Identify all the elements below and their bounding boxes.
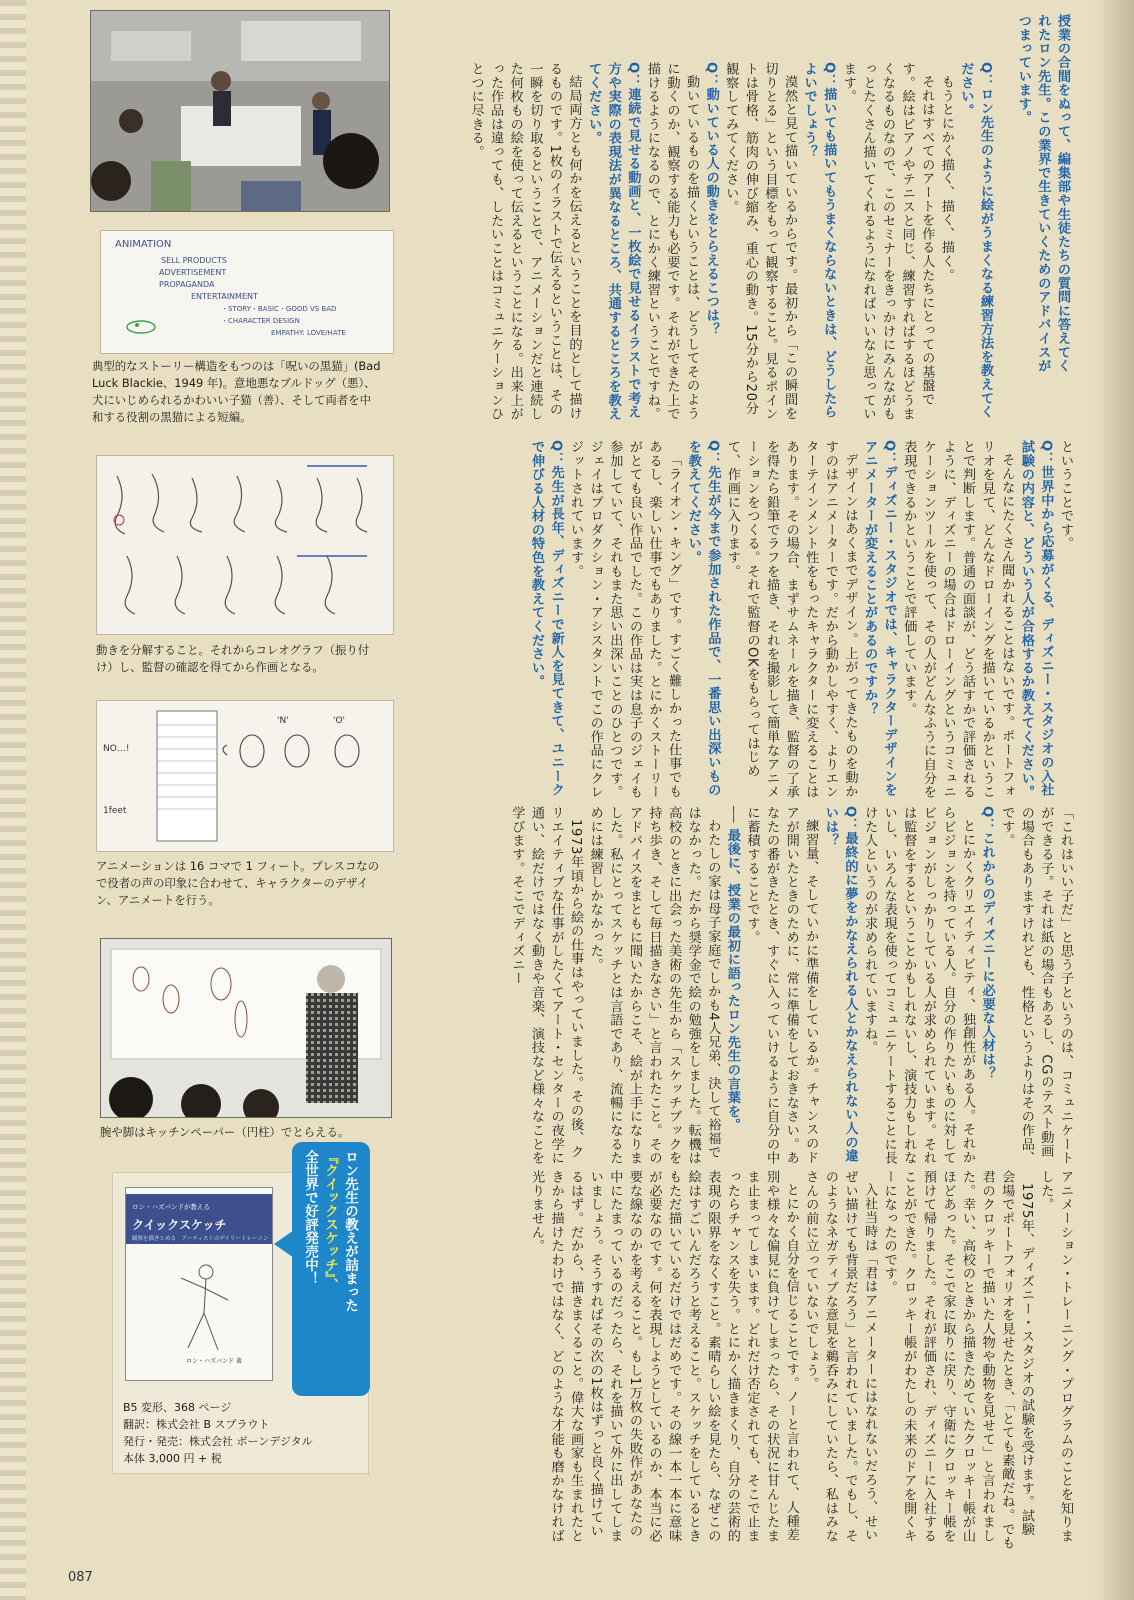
question-text: Q：動いている人の動きをとらえるこつは？ xyxy=(703,62,719,337)
book-specs: B5 変形、368 ページ 翻訳：株式会社 B スプラウト 発行・発売：株式会社 ボーンデジタル 本体 3,000 円 + 税 xyxy=(123,1401,313,1465)
sketch-label: 'O' xyxy=(333,716,346,726)
answer-text: もうとにかく描く、描く、描く。 xyxy=(938,75,954,283)
question-text: Q：連続で見せる動画と、一枚絵で見せるイラストで考え方や実際の表現法が異なるところ、共通するところを教えてください。 xyxy=(586,62,641,421)
callout-tail xyxy=(274,1230,294,1258)
caption-teacher-photo: 腕や脚はキッチンペーパー（円柱）でとらえる。 xyxy=(100,1125,350,1139)
article-column-4 xyxy=(395,1170,1075,1550)
exposure-sheet-sketch xyxy=(96,700,394,852)
question-text: Q：描いても描いてもうまくならないときは、どうしたらよいでしょう？ xyxy=(801,62,837,419)
question-text: ── 最後に、授業の最初に語ったロン先生の言葉を。 xyxy=(724,806,740,1132)
book-title: クイックスケッチ xyxy=(132,1218,227,1232)
classroom-photo xyxy=(90,10,390,212)
question-text: Q：最終的に夢をかなえられる人とかなえられない人の違いは？ xyxy=(822,806,858,1163)
whiteboard-line: PROPAGANDA xyxy=(159,280,215,289)
book-subtitle: 観察を描きとめる アーティストのデイリートレーニング xyxy=(132,1236,269,1250)
page-curl-shadow xyxy=(1094,0,1134,1600)
whiteboard-photo xyxy=(100,230,394,354)
answer-text: デザインはあくまでデザイン。上がってきたものを動かすのはアニメーターです。だから動かしやすく、よりエンターテインメント性をもったキャラクターに変えることはあります。その場合、まずサムネールを描き、監督の了承を得たら鉛筆でラフを描き、それを撮影して簡単なアニメーションをつくる。それで監督のOKをもらってはじめて、作画に入ります。 xyxy=(724,440,858,799)
caption-exposure-sheet: アニメーションは 16 コマで 1 フィート。プレスコなので役者の声の印象に合わせて、キャラクターのデザイン、アニメートを行う。 xyxy=(96,859,380,907)
book-author: ロン・ハズバンド 著 xyxy=(186,1358,242,1365)
sketch-label: 1feet xyxy=(103,806,127,816)
sketch-label: 'N' xyxy=(277,716,289,726)
caption-whiteboard: 典型的なストーリー構造をもつのは「呪いの黒猫」(Bad Luck Blackie、1949 年)。意地悪なブルドッグ（悪）、犬にいじめられるかわいい子猫（善）、そして両者を中和する役割の黒猫による短編。 xyxy=(92,359,381,424)
answer-text: アニメーション・トレーニング・プログラムのことを知りました。 xyxy=(1038,1170,1073,1543)
question-text: Q：世界中から応募がくる、ディズニー・スタジオの入社試験の内容と、どういう人が合格するか教えてください。 xyxy=(1018,440,1054,799)
answer-text: 練習量、そしていかに準備をしているか。チャンスのドアが開いたときのために、常に準備をしておきなさい。あなたの番がきたとき、すぐに入っていけるように自分の中に蓄積することです。 xyxy=(744,806,819,1165)
whiteboard-line: ・CHARACTER DESIGN xyxy=(221,317,300,325)
page-number: 087 xyxy=(68,1570,93,1585)
book-pre-title: ロン・ハズバンドが教える xyxy=(132,1203,210,1211)
answer-text: 漠然と見て描いているからです。最初から「この瞬間を切りとる」という目標をもって観察すること。見るポイントは骨格、筋肉の伸び縮み、重心の動き。15分から20分観察してみてください。 xyxy=(723,62,798,421)
caption-leg-sketch: 動きを分解すること。それからコレオグラフ（振り付け）し、監督の確認を得てから作画となる。 xyxy=(96,643,370,674)
figure-sketch-icon xyxy=(166,1258,246,1358)
answer-text: とにかく自分を信じることです。ノーと言われて、人種差別や様々な偏見に負けてしまったら、その状況に甘んじたまま止まってしまいます。どれだけ否定されても、そこで止まったらチャンスを失う。とにかく描きまくり、自分の芸術的表現の限界をなくすこと。素晴らしい絵を見たら、なぜこの絵はすごいんだろうと考えること。スケッチをしているときもただ描いているだけではだめです。その線一本一本に意味が必要なのです。何を表現しようとしているのか、本当に必要な線なのかを考えること。もし1万枚の失敗作があなたの中にたまっているのだったら、それを描いて外に出してしまいましょう。そうすればその次の1枚はずっと良く描けているはず。だから、描きまくること。偉大な画家も生まれたときから描けたわけではなく、どのような才能も磨かなければ光りません。 xyxy=(528,1170,799,1543)
question-text: Q：ディズニー・スタジオでは、キャラクターデザインをアニメーターが変えることがあるのですか？ xyxy=(862,440,897,797)
binding-edge xyxy=(0,0,26,1600)
answer-text: ということです。 xyxy=(1058,440,1073,551)
whiteboard-line: ADVERTISEMENT xyxy=(159,268,227,277)
answer-text: 「これはいい子だ」と思う子というのは、コミュニケートができる子。それは紙の場合もあるし、CGのテスト動画の場合もありますけれども、性格というよりはその作品、です。 xyxy=(999,806,1073,1165)
article-column-3 xyxy=(395,806,1075,1171)
callout-text: ロン先生の教えが詰まった 『クイックスケッチ』、 全世界で好評発売中！ xyxy=(302,1150,358,1312)
leg-motion-sketch xyxy=(96,455,394,635)
question-text: Q：先生が長年、ディズニーで新人を見てきて、ユニークで伸びる人材の特色を教えてください。 xyxy=(528,440,564,797)
answer-text: 「ライオン・キング」です。すごく難しかった仕事でもあるし、楽しい仕事でもありました。とにかくストーリーがとても良い作品でした。この作品は実は息子のジェイも参加していて、それもまた思い出深いことのひとつです。ジェイはプロダクション・アシスタントでこの作品にクレジットされています。 xyxy=(568,440,682,799)
question-text: Q：ロン先生のように絵がうまくなる練習方法を教えてください。 xyxy=(958,62,993,419)
question-text: Q：これからのディズニーに必要な人材は？ xyxy=(979,806,995,1081)
sketch-label: NO…! xyxy=(103,744,130,754)
answer-text: 1973年頃から絵の仕事はやっていました。その後、クリエイティブな仕事がしたくてアート・センターの夜学に通い、絵だけではなく動きや音楽、演技など様々なことを学びます。そこでディズニー xyxy=(509,806,584,1165)
whiteboard-line: ENTERTAINMENT xyxy=(191,292,258,301)
article-column-2 xyxy=(395,440,1075,800)
whiteboard-line: SELL PRODUCTS xyxy=(161,256,227,265)
answer-text: そんなにたくさん聞かれることはないです。ポートフォリオを見て、どんなドローイングを描いているかということで判断します。普通の面談が、どう話すかで評価されるように、ディズニーの場合はドローイングというコミュニケーションツールを使って、その人がどんなふうに自分を表現できるかということで評価しています。 xyxy=(901,440,1015,799)
whiteboard-line: ANIMATION xyxy=(115,239,172,250)
answer-text: 入社当時は「君はアニメーターにはなれないだろう、せいぜい描けても背景だろう」と言われていました。でもし、そのようなネガティブな意見を鵜呑みにしていたら、私はみなさんの前に立っていないでしょう。 xyxy=(803,1170,878,1543)
answer-text: それはすべてのアートを作る人たちにとっての基盤です。絵はピアノやテニスと同じ、練習すればするほどうまくなるものなので、このセミナーをきっかけにみんながもっとたくさん描いてくれるようになればいいなと思っています。 xyxy=(840,62,935,421)
whiteboard-line: ・STORY・BASIC・GOOD VS BAD xyxy=(221,305,337,313)
question-text: Q：先生が今まで参加された作品で、一番思い出深いものを教えてください。 xyxy=(685,440,721,797)
intro-text: 授業の合間をぬって、編集部や生徒たちの質問に答えてくれたロン先生。この業界で生きていくためのアドバイスがつまっています。 xyxy=(1015,14,1070,373)
answer-text: 1975年、ディズニー・スタジオの試験を受けます。試験会場でポートフォリオを見せたとき、「とても素敵だね。でも君のクロッキーで描いた人物や動物を見せて」と言われました。幸い、高校のときから描きためていたクロッキー帳が山ほどあった。そこで家に取りに戻り、守衛にクロッキー帳を預けて帰りました。それが評価され、ディズニーに入社することができた。クロッキー帳がわたしの未来のドアを開くキーになったのです。 xyxy=(881,1170,1034,1550)
whiteboard-line: EMPATHY: LOVE/HATE xyxy=(271,329,346,337)
article-column-1 xyxy=(395,62,995,427)
answer-text: 動いているものを描くということは、どうしてそのように動くのか、観察する能力も必要です。それができた上で描けるようになるので、とにかく練習ということですね。 xyxy=(644,62,700,421)
teacher-drawing-photo xyxy=(100,938,392,1118)
answer-text: わたしの家は母子家庭でしかも4人兄弟、決して裕福ではなかった。だから奨学金で絵の勉強をしました。転機は高校のときに出会った美術の先生から「スケッチブックを持ち歩き、そして毎日描きなさい」と言われたこと。そのアドバイスをまともに聞いたからこそ、絵が上手になりました。私にとってスケッチとは言語であり、流暢になるためには練習しかなかった。 xyxy=(587,806,721,1165)
book-cover xyxy=(125,1187,273,1381)
answer-text: 結局両方とも何かを伝えるということを目的として描けるものです。1枚のイラストで伝えるということは、その一瞬を切り取るということで、アニメーションだと連続した何枚もの絵を使って伝えるということになる。出来上がった作品は違っても、したいことはコミュニケーションひとつに尽きる。 xyxy=(468,62,582,421)
answer-text: とにかくクリエイティビティ、独創性がある人。それからビジョンを持っている人。自分の作りたいものに対してビジョンがしっかりしている人が求められています。それは監督をするということかもしれないし、演技力もしれないし、いろんな表現を使ってコミュニケートすることに長けた人というのが求められていますね。 xyxy=(862,806,976,1165)
